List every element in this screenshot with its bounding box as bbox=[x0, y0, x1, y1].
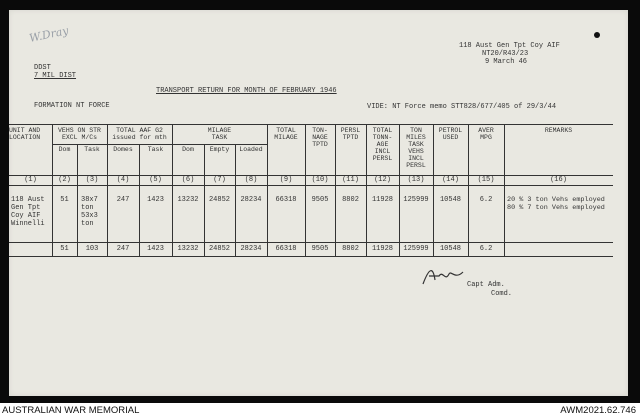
col-number: (6) bbox=[181, 176, 195, 184]
col-number: (12) bbox=[374, 176, 391, 184]
total-aaf-doms: 247 bbox=[116, 245, 130, 253]
total-aaf-task: 1423 bbox=[147, 245, 164, 253]
total-vehs-task: 103 bbox=[85, 245, 99, 253]
addressee-line1: DDST bbox=[34, 64, 51, 72]
hdr-mileage: MILAGE TASK bbox=[207, 127, 232, 141]
row-mileage-empty: 24852 bbox=[208, 196, 230, 204]
col-rule bbox=[468, 124, 469, 256]
col-rule bbox=[335, 124, 336, 256]
signature-comd: Comd. bbox=[491, 290, 513, 298]
hdr-vehs-task: Task bbox=[84, 146, 100, 153]
col-number: (2) bbox=[58, 176, 71, 184]
punch-hole bbox=[594, 32, 600, 38]
row-aaf-doms: 247 bbox=[116, 196, 130, 204]
col-number: (13) bbox=[407, 176, 425, 184]
hdr-remarks: REMARKS bbox=[544, 127, 573, 134]
row-tonnage: 9505 bbox=[311, 196, 329, 204]
row-mpg: 6.2 bbox=[479, 196, 493, 204]
sender-unit: 118 Aust Gen Tpt Coy AIF bbox=[459, 42, 560, 50]
col-rule bbox=[107, 124, 108, 256]
hdr-mileage-empty: Empty bbox=[209, 146, 230, 153]
document-title: TRANSPORT RETURN FOR MONTH OF FEBRUARY 1946 bbox=[156, 87, 337, 95]
total-mileage-loaded: 28234 bbox=[240, 245, 262, 253]
col-number: (16) bbox=[550, 176, 567, 184]
handwritten-note: W.Dray bbox=[28, 24, 70, 45]
total-ton-miles: 125999 bbox=[403, 245, 429, 253]
row-mileage-dom: 13232 bbox=[177, 196, 199, 204]
total-total-tonnage: 11928 bbox=[371, 245, 393, 253]
col-rule bbox=[433, 124, 434, 256]
hdr-tonnage: TON- NAGE TPTD bbox=[312, 127, 328, 148]
hdr-aaf-task: Task bbox=[147, 146, 164, 153]
signature-title: Capt Adm. bbox=[467, 281, 505, 289]
col-rule bbox=[172, 124, 173, 256]
col-rule bbox=[52, 124, 53, 256]
vehs-sub-rule bbox=[52, 144, 107, 145]
hdr-total-tonnage: TOTAL TONN- AGE INCL PERSL bbox=[372, 127, 393, 162]
row-aaf-task: 1423 bbox=[147, 196, 164, 204]
footer-accession: AWM2021.62.746 bbox=[560, 405, 636, 416]
table-bottom-rule bbox=[9, 256, 613, 257]
hdr-vehs-dom: Dom bbox=[58, 146, 71, 153]
col-number: (8) bbox=[244, 176, 258, 184]
mileage-sub-rule bbox=[172, 144, 267, 145]
col-number: (11) bbox=[342, 176, 359, 184]
col-rule bbox=[504, 124, 505, 256]
col-number: (4) bbox=[116, 176, 130, 184]
vide-reference: VIDE: NT Force memo STT828/677/405 of 29/3/44 bbox=[367, 103, 557, 111]
col-number: (1) bbox=[24, 176, 37, 184]
total-vehs-dom: 51 bbox=[60, 245, 69, 253]
hdr-aaf: TOTAL AAF G2 issued for mth bbox=[112, 127, 167, 141]
formation: FORMATION NT FORCE bbox=[34, 102, 110, 110]
row-total-mileage: 66318 bbox=[275, 196, 297, 204]
col-number: (10) bbox=[311, 176, 329, 184]
row-vehs-dom: 51 bbox=[60, 196, 69, 204]
col-number: (15) bbox=[477, 176, 495, 184]
hdr-vehs: VEHS ON STR EXCL M/Cs bbox=[58, 127, 101, 141]
col-number: (9) bbox=[279, 176, 293, 184]
total-mpg: 6.2 bbox=[479, 245, 493, 253]
total-petrol: 10548 bbox=[439, 245, 461, 253]
hdr-total-mileage: TOTAL MILAGE bbox=[274, 127, 298, 141]
total-total-mileage: 66318 bbox=[275, 245, 297, 253]
col-rule bbox=[77, 144, 78, 256]
hdr-petrol: PETROL USED bbox=[438, 127, 463, 141]
row-unit: 118 Aust Gen Tpt Coy AIF Winnelli bbox=[11, 196, 45, 228]
col-rule bbox=[267, 124, 268, 256]
hdr-ton-miles: TON MILES TASK VEHS INCL PERSL bbox=[406, 127, 426, 169]
row-total-tonnage: 11928 bbox=[371, 196, 393, 204]
document-page bbox=[9, 10, 628, 396]
row-mileage-loaded: 28234 bbox=[240, 196, 262, 204]
sender-reference: NT20/R43/23 bbox=[482, 50, 529, 58]
total-mileage-empty: 24852 bbox=[208, 245, 230, 253]
total-tonnage: 9505 bbox=[311, 245, 329, 253]
row-vehs-task: 38x7 ton 53x3 ton bbox=[81, 196, 98, 228]
addressee-line2: 7 MIL DIST bbox=[34, 72, 77, 80]
col-number: (7) bbox=[213, 176, 226, 184]
hdr-mileage-loaded: Loaded bbox=[239, 146, 263, 153]
hdr-mpg: AVER MPG bbox=[478, 127, 494, 141]
row-persl: 8802 bbox=[342, 196, 359, 204]
row-petrol: 10548 bbox=[439, 196, 461, 204]
row-remarks: 20 % 3 ton Vehs employed 80 % 7 ton Vehs employed bbox=[507, 196, 605, 212]
sender-date: 9 March 46 bbox=[485, 58, 528, 66]
signature-mark bbox=[419, 264, 467, 288]
col-number: (14) bbox=[442, 176, 459, 184]
table-top-rule bbox=[9, 124, 613, 125]
hdr-persl: PERSL TPTD bbox=[340, 127, 361, 141]
col-number: (5) bbox=[149, 176, 162, 184]
total-mileage-dom: 13232 bbox=[177, 245, 199, 253]
totals-top-rule bbox=[9, 242, 613, 243]
col-number: (3) bbox=[85, 176, 99, 184]
row-ton-miles: 125999 bbox=[403, 196, 429, 204]
colnum-bottom-rule bbox=[9, 185, 613, 186]
hdr-aaf-doms: Domes bbox=[113, 146, 133, 153]
footer-institution: AUSTRALIAN WAR MEMORIAL bbox=[2, 405, 140, 416]
hdr-unit: UNIT AND LOCATION bbox=[9, 127, 41, 141]
hdr-mileage-dom: Dom bbox=[182, 146, 194, 153]
total-persl: 8802 bbox=[342, 245, 359, 253]
